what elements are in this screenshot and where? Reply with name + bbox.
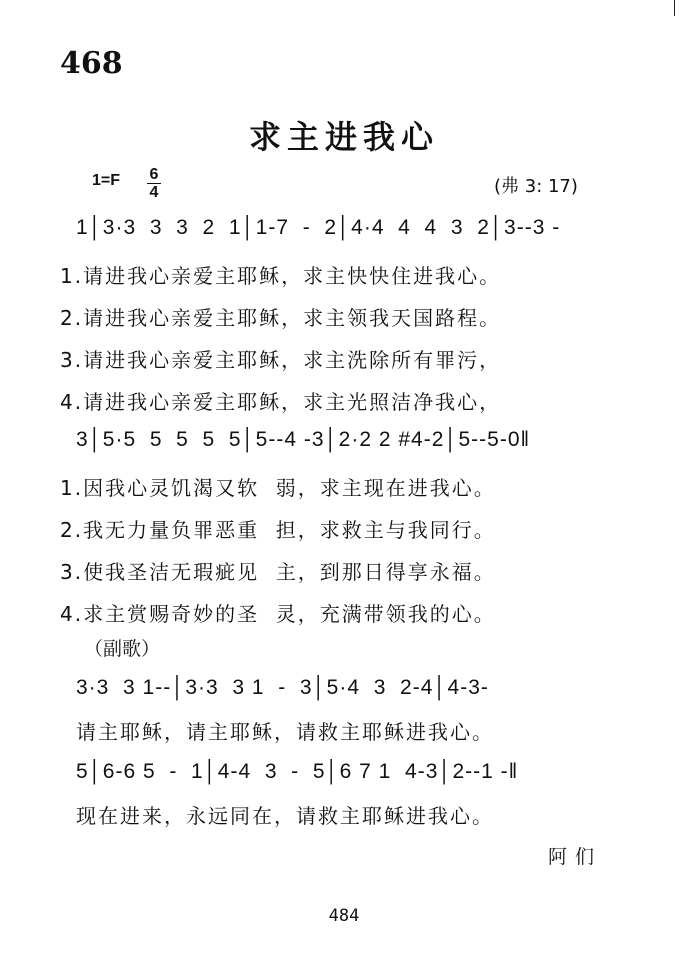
amen: 阿们: [548, 846, 603, 868]
verse-3-line-1: 3.请进我心亲爱主耶稣，求主洗除所有罪污，: [60, 348, 502, 372]
time-signature: [146, 166, 162, 201]
verse-1-line-2: 1.因我心灵饥渴又软 弱，求主现在进我心。: [60, 476, 496, 500]
margin-rule: [674, 0, 675, 16]
verse-notation-line: 1│3·3 3 3 2 1│1-7 - 2│4·4 4 4 3 2│3--3 -: [76, 216, 561, 239]
refrain-notation-1: 3·3 3 1--│3·3 3 1 - 3│5·4 3 2-4│4-3-: [76, 676, 489, 699]
hymn-title: 求主进我心: [248, 118, 439, 156]
key-signature: 1=F: [92, 172, 121, 189]
verse-2-line-1: 2.请进我心亲爱主耶稣，求主领我天国路程。: [60, 306, 502, 330]
verse-3-line-2: 3.使我圣洁无瑕疵见 主，到那日得享永福。: [60, 560, 496, 584]
meter-top: 6: [149, 166, 159, 183]
refrain-label: （副歌）: [84, 638, 161, 660]
scripture-reference: (弗 3: 17): [494, 176, 578, 197]
meter-bottom: 4: [149, 184, 159, 201]
verse-2-line-2: 2.我无力量负罪恶重 担，求救主与我同行。: [60, 518, 496, 542]
verse-4-line-2: 4.求主赏赐奇妙的圣 灵，充满带领我的心。: [60, 602, 496, 626]
verse-4-line-1: 4.请进我心亲爱主耶稣，求主光照洁净我心，: [60, 390, 502, 414]
hymn-number: 468: [60, 46, 123, 81]
verse-notation-line-2: 3│5·5 5 5 5 5│5--4 -3│2·2 2 #4-2│5--5-0‖: [76, 428, 531, 451]
refrain-lyrics-2: 现在进来，永远同在，请救主耶稣进我心。: [76, 804, 494, 828]
refrain-lyrics-1: 请主耶稣，请主耶稣，请救主耶稣进我心。: [76, 720, 494, 744]
refrain-notation-2: 5│6-6 5 - 1│4-4 3 - 5│6 7 1 4-3│2--1 -‖: [76, 760, 519, 783]
page-number: 484: [328, 906, 360, 926]
verse-1-line-1: 1.请进我心亲爱主耶稣，求主快快住进我心。: [60, 264, 502, 288]
